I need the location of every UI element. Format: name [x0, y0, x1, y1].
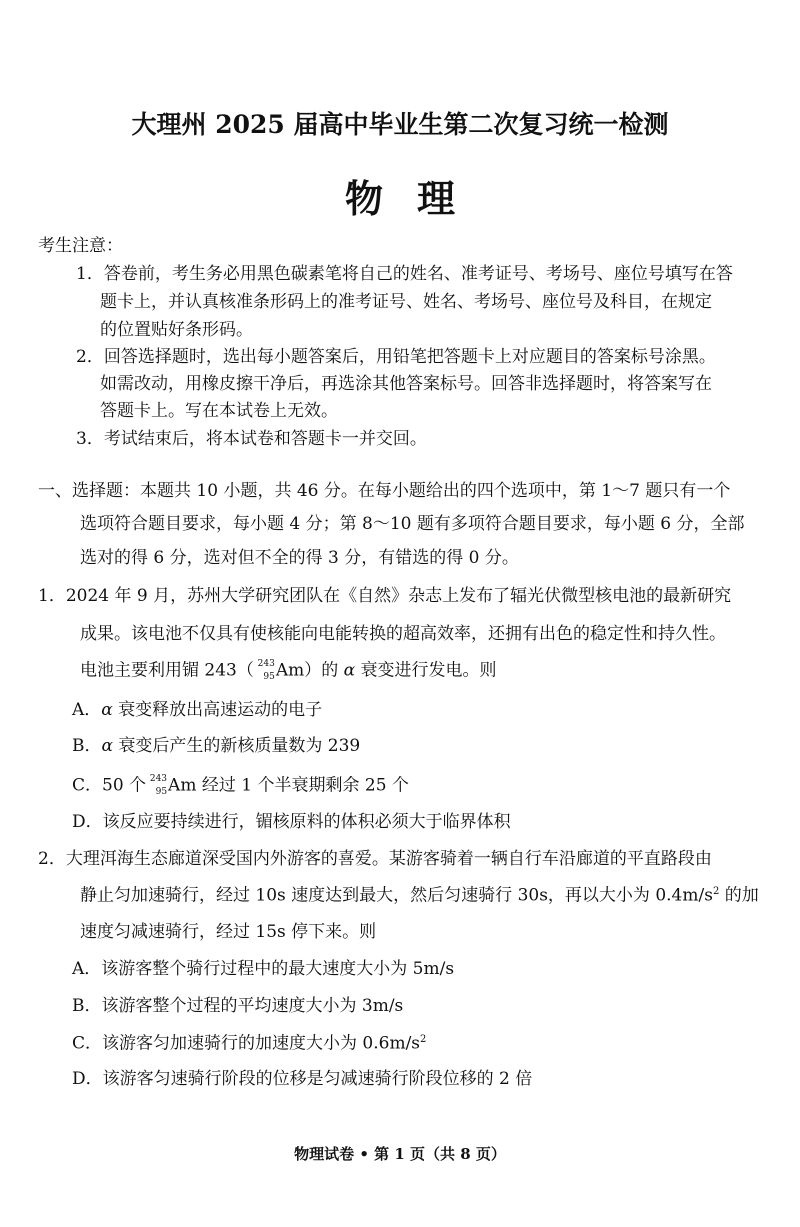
notice-item-1-cont: 题卡上，并认真核准条形码上的准考证号、姓名、考场号、座位号及科目，在规定 — [100, 292, 712, 312]
q1-text: 电池主要利用镅 243（ — [80, 660, 254, 681]
question-2-option-b[interactable]: B．该游客整个过程的平均速度大小为 3m/s — [72, 996, 404, 1016]
q1-text: 衰变进行发电。则 — [355, 660, 497, 681]
option-text: C．50 个 — [72, 775, 147, 796]
question-2-stem-cont — [80, 887, 759, 905]
americium-isotope — [147, 775, 167, 797]
option-label: A． — [72, 700, 102, 720]
option-text: 经过 1 个半衰期剩余 25 个 — [196, 775, 409, 796]
question-1-stem-cont — [80, 660, 497, 682]
notice-item-2-cont: 如需改动，用橡皮擦干净后，再选涂其他答案标号。回答非选择题时，将答案写在 — [100, 374, 712, 394]
notice-item-1-cont: 的位置贴好条形码。 — [100, 320, 253, 340]
notice-item-1: 1．答卷前，考生务必用黑色碳素笔将自己的姓名、准考证号、考场号、座位号填写在答 — [76, 264, 733, 284]
q2-text: 的加 — [719, 885, 759, 906]
question-2-option-c[interactable] — [72, 1035, 426, 1053]
option-text: 衰变释放出高速运动的电子 — [112, 700, 323, 720]
atomic-number: 95 — [155, 787, 168, 797]
question-1-option-d[interactable]: D．该反应要持续进行，镅核原料的体积必须大于临界体积 — [72, 812, 511, 832]
question-1-stem-cont: 成果。该电池不仅具有使核能向电能转换的超高效率，还拥有出色的稳定性和持久性。 — [80, 624, 726, 644]
notice-item-2-cont: 答题卡上。写在本试卷上无效。 — [100, 401, 338, 421]
question-2-option-a[interactable]: A．该游客整个骑行过程中的最大速度大小为 5m/s — [72, 959, 455, 979]
exponent: 2 — [712, 886, 720, 897]
question-1-stem: 1．2024 年 9 月，苏州大学研究团队在《自然》杂志上发布了辐光伏微型核电池的最新研究 — [38, 586, 732, 606]
section-instructions-cont: 选项符合题目要求，每小题 4 分；第 8～10 题有多项符合题目要求，每小题 6 分，全部 — [80, 514, 745, 534]
q2-text: 静止匀加速骑行，经过 10s 速度达到最大，然后匀速骑行 30s，再以大小为 0.4m/s — [80, 885, 713, 906]
question-1-option-c[interactable] — [72, 775, 409, 797]
option-text: C．该游客匀加速骑行的加速度大小为 0.6m/s — [72, 1033, 421, 1054]
question-1-option-b[interactable] — [72, 738, 360, 755]
atomic-number: 95 — [263, 672, 275, 682]
q1-text: ）的 — [304, 660, 344, 681]
page-footer: 物理试卷 • 第 1 页（共 8 页） — [294, 1145, 506, 1163]
element-symbol: Am — [168, 775, 197, 796]
alpha-symbol: α — [343, 660, 356, 681]
alpha-symbol: α — [101, 736, 113, 756]
element-symbol: Am — [275, 660, 305, 681]
americium-isotope — [255, 660, 275, 682]
option-text: 衰变后产生的新核质量数为 239 — [112, 736, 361, 756]
section-instructions-cont: 选对的得 6 分，选对但不全的得 3 分，有错选的得 0 分。 — [80, 548, 519, 568]
question-2-option-d[interactable]: D．该游客匀速骑行阶段的位移是匀减速骑行阶段位移的 2 倍 — [72, 1069, 533, 1089]
alpha-symbol: α — [101, 700, 113, 720]
notice-item-2: 2．回答选择题时，选出每小题答案后，用铅笔把答题卡上对应题目的答案标号涂黑。 — [76, 347, 716, 367]
mass-number: 243 — [149, 774, 168, 784]
notice-item-3: 3．考试结束后，将本试卷和答题卡一并交回。 — [76, 429, 427, 449]
question-2-stem-cont: 速度匀减速骑行，经过 15s 停下来。则 — [80, 922, 377, 942]
section-instructions: 一、选择题：本题共 10 小题，共 46 分。在每小题给出的四个选项中，第 1～7 题只有一个 — [38, 481, 731, 501]
exam-title: 大理州 2025 届高中毕业生第二次复习统一检测 — [131, 110, 669, 139]
notice-heading: 考生注意： — [38, 236, 123, 256]
option-label: B． — [72, 736, 102, 756]
exponent: 2 — [420, 1034, 427, 1045]
question-1-option-a[interactable] — [72, 702, 322, 719]
question-2-stem: 2．大理洱海生态廊道深受国内外游客的喜爱。某游客骑着一辆自行车沿廊道的平直路段由 — [38, 849, 712, 869]
mass-number: 243 — [257, 659, 275, 669]
subject-title: 物理 — [344, 176, 489, 221]
